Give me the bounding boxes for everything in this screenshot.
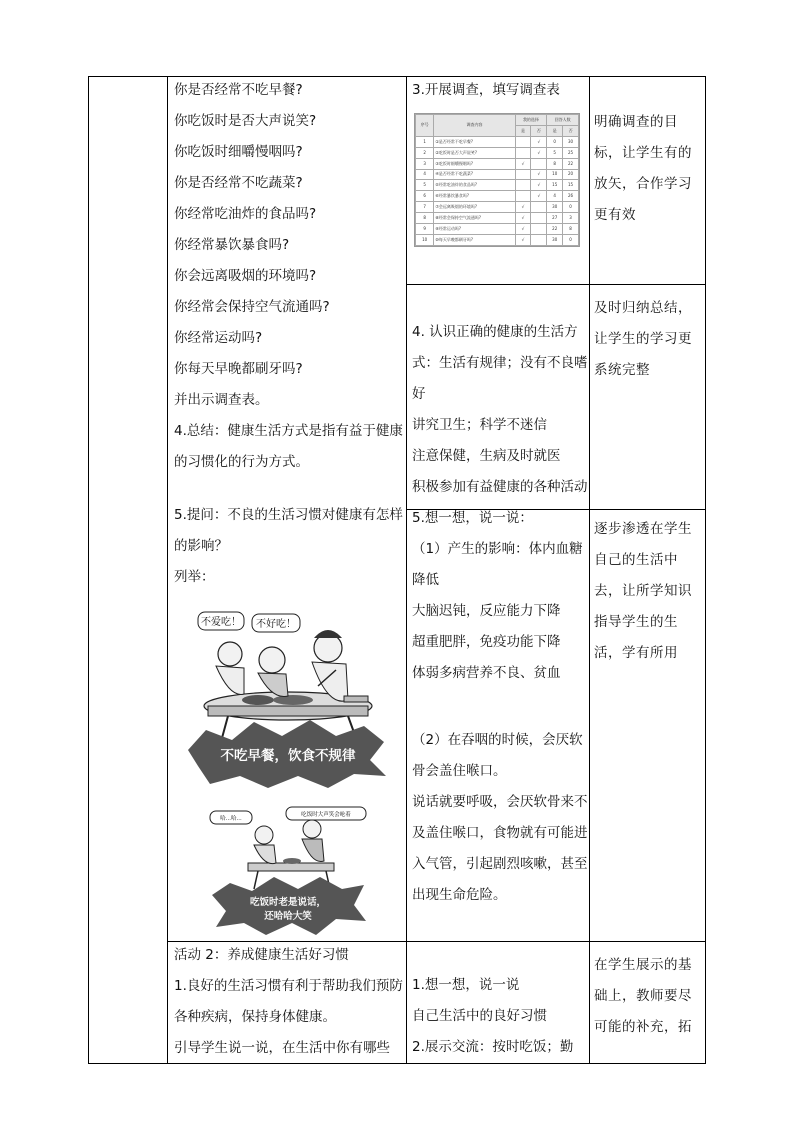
survey-subheader: 是 bbox=[515, 125, 531, 136]
column-divider-3 bbox=[589, 76, 590, 1064]
activity2-point: 1.良好的生活习惯有利于帮助我们预防各种疾病，保持身体健康。 bbox=[174, 978, 403, 1025]
survey-header: 回答人数 bbox=[547, 115, 579, 126]
effect-line: 体弱多病营养不良、贫血 bbox=[412, 665, 561, 681]
survey-cell: 4 bbox=[547, 191, 563, 202]
table-row bbox=[416, 224, 579, 235]
bubble-text: 不好吃！ bbox=[256, 619, 296, 630]
note-text: 明确调查的目标，让学生有的放矢，合作学习更有效 bbox=[594, 114, 692, 223]
survey-cell bbox=[515, 169, 531, 180]
table-row bbox=[416, 136, 579, 147]
survey-cell: 9 bbox=[416, 224, 434, 235]
question-line: 你吃饭时细嚼慢咽吗? bbox=[174, 144, 303, 160]
survey-cell bbox=[515, 180, 531, 191]
survey-heading-block bbox=[412, 75, 588, 106]
survey-cell bbox=[515, 136, 531, 147]
design-note-4 bbox=[594, 950, 702, 1043]
survey-cell: 30 bbox=[547, 202, 563, 213]
lifestyle-text: 讲究卫生；科学不迷信 bbox=[412, 417, 547, 433]
note-text: 逐步渗透在学生自己的生活中去，让所学知识指导学生的生活，学有所用 bbox=[594, 521, 692, 661]
survey-cell: 10 bbox=[547, 169, 563, 180]
row-divider-1 bbox=[406, 284, 706, 285]
survey-cell: 8 bbox=[547, 158, 563, 169]
activity2-student-block bbox=[412, 970, 588, 1063]
bubble-text: 哈...哈... bbox=[220, 816, 242, 822]
survey-cell: 20 bbox=[563, 169, 579, 180]
survey-cell: 2 bbox=[416, 147, 434, 158]
survey-cell: 0 bbox=[547, 136, 563, 147]
survey-cell: ②吃饭时是否大声说笑? bbox=[434, 147, 515, 158]
table-row bbox=[416, 169, 579, 180]
design-note-2 bbox=[594, 293, 702, 386]
cartoon-caption: 吃饭时老是说话， bbox=[249, 897, 327, 908]
survey-cell bbox=[531, 213, 547, 224]
design-note-1 bbox=[594, 107, 702, 231]
survey-cell: 3 bbox=[416, 158, 434, 169]
survey-cell bbox=[515, 147, 531, 158]
survey-cell: 0 bbox=[563, 234, 579, 245]
survey-cell: √ bbox=[531, 147, 547, 158]
question-line: 你经常吃油炸的食品吗? bbox=[174, 206, 317, 222]
talking-cartoon bbox=[208, 805, 368, 937]
column-divider-1 bbox=[167, 76, 168, 1064]
survey-cell: √ bbox=[515, 158, 531, 169]
survey-cell: √ bbox=[531, 191, 547, 202]
lifestyle-text: 积极参加有益健康的各种活动 bbox=[412, 479, 588, 495]
survey-cell: √ bbox=[515, 224, 531, 235]
survey-cell: 7 bbox=[416, 202, 434, 213]
survey-cell: √ bbox=[515, 202, 531, 213]
survey-cell: ⑤经常吃油炸的食品吗? bbox=[434, 180, 515, 191]
survey-heading: 3.开展调查，填写调查表 bbox=[412, 82, 560, 98]
survey-cell: 10 bbox=[416, 234, 434, 245]
survey-cell: 5 bbox=[547, 147, 563, 158]
survey-cell: 8 bbox=[563, 224, 579, 235]
question-line: 你经常暴饮暴食吗? bbox=[174, 237, 290, 253]
question-text: 5.提问：不良的生活习惯对健康有怎样的影响？ bbox=[174, 507, 403, 554]
list-label: 列举： bbox=[174, 569, 215, 585]
think-title: 1.想一想，说一说 bbox=[412, 977, 520, 993]
survey-cell: 3 bbox=[563, 213, 579, 224]
survey-cell bbox=[531, 158, 547, 169]
survey-cell: ⑥经常暴饮暴食吗? bbox=[434, 191, 515, 202]
survey-cell: ⑩每天早晚都刷牙吗? bbox=[434, 234, 515, 245]
cartoon-caption: 还哈哈大笑 bbox=[264, 911, 312, 922]
question-line: 你经常会保持空气流通吗? bbox=[174, 299, 330, 315]
question-line: 你每天早晚都刷牙吗? bbox=[174, 361, 303, 377]
row-divider-3 bbox=[406, 941, 706, 942]
share-text: 2.展示交流：按时吃饭；勤 bbox=[412, 1039, 574, 1055]
survey-cell bbox=[531, 224, 547, 235]
question-line: 你经常运动吗? bbox=[174, 330, 263, 346]
cartoon-caption: 不吃早餐，饮食不规律 bbox=[220, 748, 356, 764]
survey-cell: 4 bbox=[416, 169, 434, 180]
breakfast-cartoon bbox=[188, 608, 388, 790]
survey-subheader: 否 bbox=[563, 125, 579, 136]
teacher-activity-column bbox=[174, 75, 404, 593]
survey-cell: 22 bbox=[563, 158, 579, 169]
survey-cell: 5 bbox=[416, 180, 434, 191]
survey-cell: √ bbox=[515, 213, 531, 224]
note-text: 及时归纳总结，让学生的学习更系统完整 bbox=[594, 300, 692, 378]
survey-table bbox=[414, 113, 580, 247]
note-text: 在学生展示的基础上，教师要尽可能的补充，拓 bbox=[594, 957, 692, 1035]
survey-subheader: 是 bbox=[547, 125, 563, 136]
table-row bbox=[416, 213, 579, 224]
activity2-block bbox=[174, 940, 404, 1064]
table-row bbox=[416, 158, 579, 169]
survey-cell: 15 bbox=[563, 180, 579, 191]
effect-text: 说话就要呼吸，会厌软骨来不及盖住喉口，食物就有可能进入气管，引起剧烈咳嗽，甚至出现生命危险。 bbox=[412, 794, 588, 903]
survey-cell: ⑧经常会保持空气流通吗? bbox=[434, 213, 515, 224]
bubble-text: 吃饭时大声笑会呛着 bbox=[301, 812, 351, 818]
think-title: 5.想一想，说一说： bbox=[412, 510, 533, 526]
survey-cell: √ bbox=[531, 169, 547, 180]
activity2-title: 活动 2：养成健康生活好习惯 bbox=[174, 947, 349, 963]
survey-header: 调查内容 bbox=[434, 115, 515, 137]
survey-cell: ④是否经常不吃蔬菜? bbox=[434, 169, 515, 180]
survey-cell: 1 bbox=[416, 136, 434, 147]
survey-cell: 27 bbox=[547, 213, 563, 224]
survey-header: 序号 bbox=[416, 115, 434, 137]
table-row bbox=[416, 147, 579, 158]
effect-text: （2）在吞咽的时候，会厌软骨会盖住喉口。 bbox=[412, 732, 583, 779]
effect-line: 超重肥胖，免疫功能下降 bbox=[412, 634, 561, 650]
survey-cell: √ bbox=[531, 136, 547, 147]
survey-subheader: 否 bbox=[531, 125, 547, 136]
bubble-text: 不爱吃！ bbox=[201, 617, 241, 628]
survey-cell: 26 bbox=[563, 191, 579, 202]
habit-text: 自己生活中的良好习惯 bbox=[412, 1008, 547, 1024]
survey-cell bbox=[515, 191, 531, 202]
survey-cell bbox=[531, 234, 547, 245]
guide-text: 引导学生说一说，在生活中你有哪些 bbox=[174, 1040, 390, 1056]
survey-cell: √ bbox=[531, 180, 547, 191]
question-line: 你吃饭时是否大声说笑? bbox=[174, 113, 317, 129]
survey-cell: 8 bbox=[416, 213, 434, 224]
survey-cell: ①是否经常不吃早餐? bbox=[434, 136, 515, 147]
table-row bbox=[416, 180, 579, 191]
effect-text: （1）产生的影响：体内血糖降低 bbox=[412, 541, 583, 588]
table-row bbox=[416, 191, 579, 202]
lifestyle-text: 4. 认识正确的健康的生活方式：生活有规律；没有不良嗜好 bbox=[412, 324, 588, 402]
survey-cell: 22 bbox=[547, 224, 563, 235]
survey-cell: 6 bbox=[416, 191, 434, 202]
table-row bbox=[416, 202, 579, 213]
survey-cell: 30 bbox=[563, 136, 579, 147]
question-line: 你是否经常不吃蔬菜? bbox=[174, 175, 303, 191]
design-note-3 bbox=[594, 514, 702, 669]
survey-cell: 25 bbox=[563, 147, 579, 158]
lifestyle-text: 注意保健，生病及时就医 bbox=[412, 448, 561, 464]
column-divider-2 bbox=[406, 76, 407, 1064]
survey-cell: 30 bbox=[547, 234, 563, 245]
survey-cell: ⑨经常运动吗? bbox=[434, 224, 515, 235]
question-line: 你会远离吸烟的环境吗? bbox=[174, 268, 317, 284]
survey-header: 我的选择 bbox=[515, 115, 547, 126]
survey-cell: 15 bbox=[547, 180, 563, 191]
survey-cell: 0 bbox=[563, 202, 579, 213]
survey-cell: ⑦会远离吸烟的环境吗? bbox=[434, 202, 515, 213]
question-line: 并出示调查表。 bbox=[174, 392, 269, 408]
summary-text: 4.总结：健康生活方式是指有益于健康的习惯化的行为方式。 bbox=[174, 423, 403, 470]
question-line: 你是否经常不吃早餐? bbox=[174, 82, 303, 98]
table-row bbox=[416, 234, 579, 245]
survey-cell: √ bbox=[515, 234, 531, 245]
effect-line: 大脑迟钝，反应能力下降 bbox=[412, 603, 561, 619]
survey-cell bbox=[531, 202, 547, 213]
survey-cell: ③吃饭时细嚼慢咽吗? bbox=[434, 158, 515, 169]
healthy-lifestyle-block bbox=[412, 317, 588, 911]
